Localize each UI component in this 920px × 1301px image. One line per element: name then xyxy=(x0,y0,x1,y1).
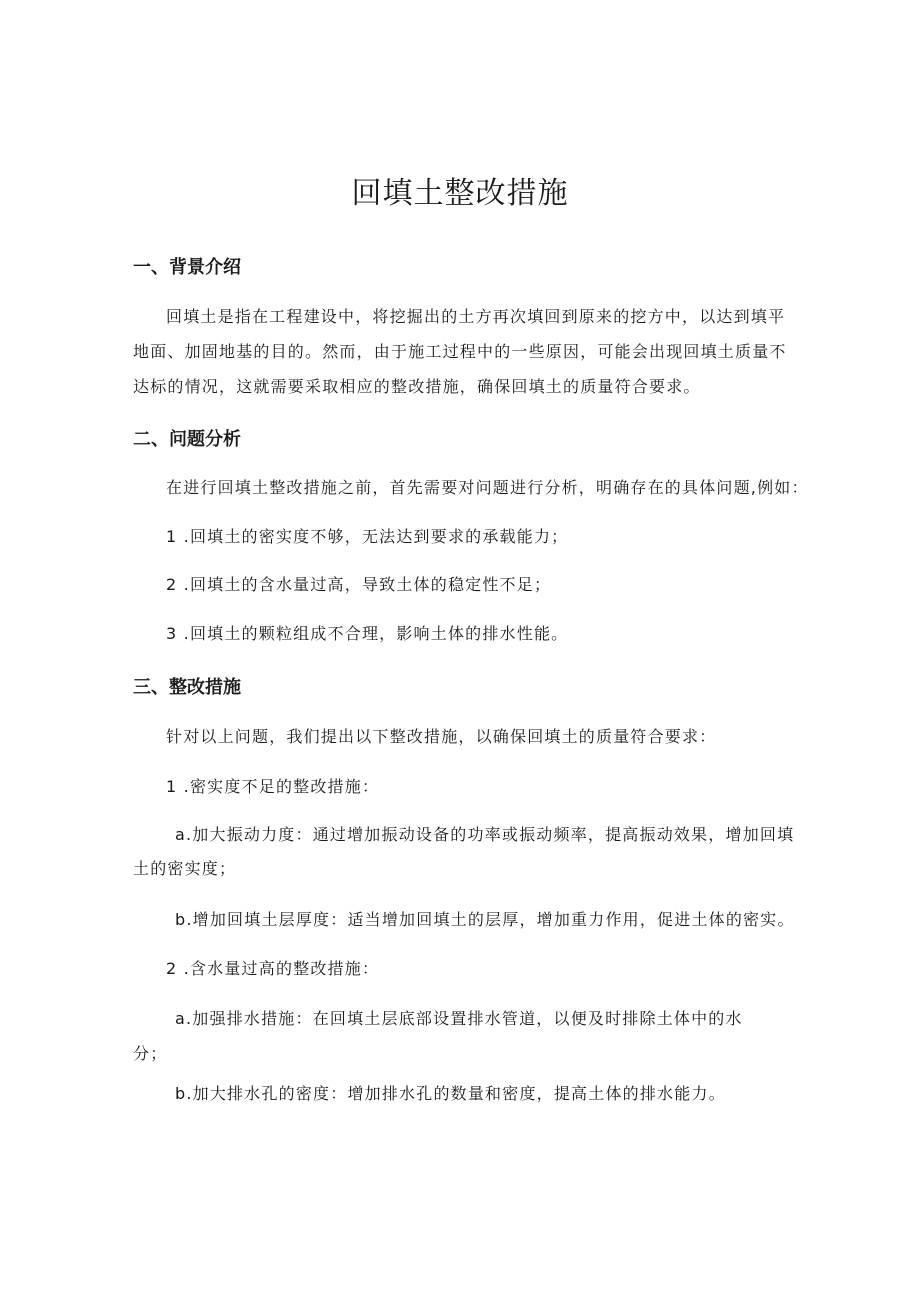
measures-intro: 针对以上问题，我们提出以下整改措施，以确保回填土的质量符合要求： xyxy=(166,727,717,746)
section-heading-problem-analysis: 二、问题分析 xyxy=(133,429,241,450)
section-heading-background: 一、背景介绍 xyxy=(133,257,241,278)
measure-2b: b.加大排水孔的密度：增加排水孔的数量和密度，提高土体的排水能力。 xyxy=(175,1084,726,1103)
background-paragraph-line-3: 达标的情况，这就需要采取相应的整改措施，确保回填土的质量符合要求。 xyxy=(133,377,701,396)
measure-1b: b.增加回填土层厚度：适当增加回填土的层厚，增加重力作用，促进土体的密实。 xyxy=(175,910,795,929)
problem-item-3: 3 .回填土的颗粒组成不合理，影响土体的排水性能。 xyxy=(166,624,569,643)
measure-1-title: 1 .密实度不足的整改措施： xyxy=(166,777,380,796)
document-title: 回填土整改措施 xyxy=(351,176,569,211)
problem-item-1: 1 .回填土的密实度不够，无法达到要求的承载能力； xyxy=(166,527,569,546)
section-heading-measures: 三、整改措施 xyxy=(133,677,241,698)
problem-analysis-intro: 在进行回填土整改措施之前，首先需要对问题进行分析，明确存在的具体问题,例如： xyxy=(166,478,809,497)
measure-2a-line-1: a.加强排水措施：在回填土层底部设置排水管道，以便及时排除土体中的水 xyxy=(175,1009,743,1028)
measure-1a-line-2: 土的密实度； xyxy=(133,859,237,878)
measure-2-title: 2 .含水量过高的整改措施： xyxy=(166,959,380,978)
background-paragraph-line-2: 地面、加固地基的目的。然而，由于施工过程中的一些原因，可能会出现回填土质量不 xyxy=(133,342,787,361)
problem-item-2: 2 .回填土的含水量过高，导致土体的稳定性不足； xyxy=(166,575,552,594)
measure-2a-line-2: 分； xyxy=(133,1044,168,1063)
background-paragraph-line-1: 回填土是指在工程建设中，将挖掘出的土方再次填回到原来的挖方中，以达到填平 xyxy=(166,307,786,326)
measure-1a-line-1: a.加大振动力度：通过增加振动设备的功率或振动频率，提高振动效果，增加回填 xyxy=(175,825,795,844)
